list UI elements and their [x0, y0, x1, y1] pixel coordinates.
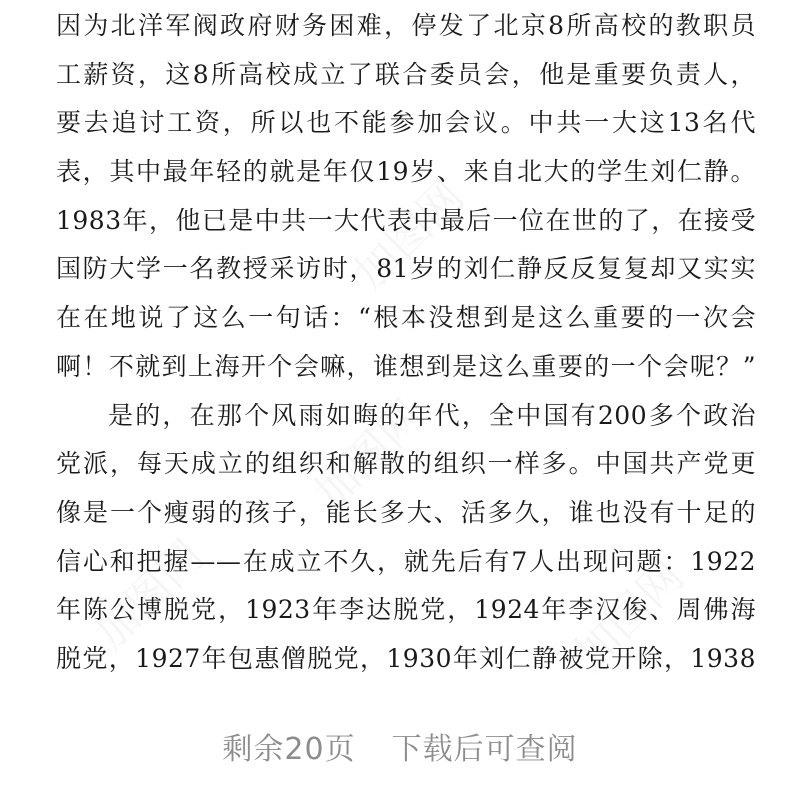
watermark: 加图网	[84, 530, 214, 660]
text-line: 1983年，他已是中共一大代表中最后一位在世的了，在接受	[56, 205, 756, 235]
text-line: 年陈公博脱党，1923年李达脱党，1924年李汉俊、周佛海	[56, 595, 756, 625]
article-body	[56, 2, 756, 684]
text-line: 像是一个瘦弱的孩子，能长多大、活多久，谁也没有十足的	[56, 497, 756, 527]
text-line: 因为北洋军阀政府财务困难，停发了北京8所高校的教职员	[56, 11, 756, 40]
text-line: 党派，每天成立的组织和解散的组织一样多。中国共产党更	[56, 449, 756, 479]
watermark: 加图网	[564, 550, 694, 680]
text-line: 工薪资，这8所高校成立了联合委员会，他是重要负责人，	[56, 59, 756, 89]
download-prompt[interactable]	[0, 722, 800, 778]
text-line: 信心和把握——在成立不久，就先后有7人出现问题：1922	[56, 546, 756, 576]
text-line: 啊！不就到上海开个会嘛，谁想到是这么重要的一个会呢？”	[56, 351, 756, 381]
remaining-pages-label: 剩余20页	[222, 732, 356, 767]
watermark: 加图网	[304, 390, 434, 520]
watermark: 加图网	[344, 170, 474, 300]
text-line: 要去追讨工资，所以也不能参加会议。中共一大这13名代	[56, 108, 756, 138]
download-hint-label: 下载后可查阅	[391, 732, 578, 767]
text-line: 在在地说了这么一句话：“根本没想到是这么重要的一次会	[56, 303, 756, 333]
paragraph-start-line: 是的，在那个风雨如晦的年代，全中国有200多个政治	[108, 400, 756, 430]
text-line: 脱党，1927年包惠僧脱党，1930年刘仁静被党开除，1938	[56, 643, 756, 673]
text-line: 表，其中最年轻的就是年仅19岁、来自北大的学生刘仁静。	[56, 157, 756, 187]
text-line: 国防大学一名教授采访时，81岁的刘仁静反反复复却又实实	[56, 254, 756, 284]
